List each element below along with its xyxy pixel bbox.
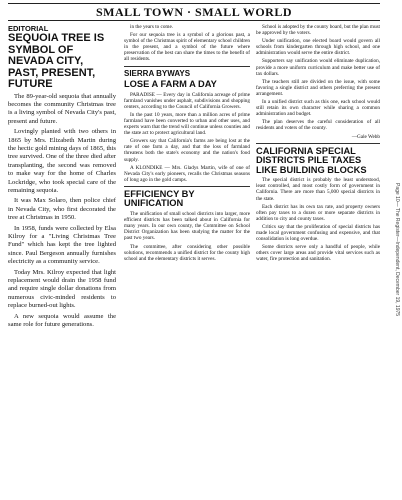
paragraph: The 89-year-old sequoia that annually becomes the community Christmas tree is a living symbol of Nevada City's past, present and future. (8, 92, 116, 125)
divider (124, 186, 250, 187)
paragraph: PARADISE — Every day in California acreage of prime farmland vanishes under asphalt, subdivisions and shopping centers, according to the Council of California Growers. (124, 91, 250, 110)
paragraph: The special district is probably the least understood, least controlled, and most costly form of government in California. There are more than 5,000 special districts in the state. (256, 177, 380, 202)
paragraph: Critics say that the proliferation of special districts has made local government confusing and expensive, and that consolidation is long overdue. (256, 223, 380, 243)
paragraph: School is adopted by the county board, but the plan must be approved by the voters. (256, 24, 380, 37)
article-headline: CALIFORNIA SPECIAL DISTRICTS PILE TAXES LIKE BUILDING BLOCKS (256, 145, 367, 175)
article-headline: LOSE A FARM A DAY (124, 78, 217, 89)
editorial-column (8, 24, 116, 494)
divider (256, 143, 380, 144)
divider (124, 66, 250, 67)
editorial-headline: SEQUOIA TREE IS SYMBOL OF NEVADA CITY, PAST, PRESENT, FUTURE (8, 32, 105, 90)
editorial-kicker: EDITORIAL (8, 24, 49, 33)
article-headline: EFFICIENCY BY UNIFICATION (124, 188, 195, 209)
paragraph: A new sequoia would assume the same role for future generations. (8, 312, 116, 329)
paragraph: Lovingly planted with two others in 1865 by Mrs. Elizabeth Martin during the hectic gold mining days of 1865, this tree survived. One of the three died after transplanting, the second was removed to make way for the home of Charles Lockridge, who took special care of the remaining sequoia. (8, 128, 116, 194)
paragraph: In 1958, funds were collected by Elsa Kilroy for a "Living Christmas Tree Fund" which has kept the tree lighted since. Paul Bergeson annually furnishes electricity as a community service. (8, 224, 116, 266)
paragraph: For our sequoia tree is a symbol of a glorious past, a symbol of the Christmas spirit of elementary school children in the present, and a symbol of the future where preservation of the best can share the times to the benefit of all residents. (124, 32, 250, 63)
byline: —Gale Webb (351, 133, 380, 140)
folio-line: Page 10— The Register—Independent, December 19, 1975 (394, 183, 400, 317)
middle-column (124, 24, 250, 494)
paragraph: In the past 10 years, more than a million acres of prime farmland have been converted to urban and other uses, and experts warn that the trend will continue unless counties and the state act to protect agricultural land. (124, 111, 250, 137)
paragraph: in the years to come. (130, 24, 174, 30)
paragraph: Today Mrs. Kilroy expected that light replacement would drain the 1958 fund and require single dollar donations from numerous civic-minded residents to replace burned-out lights. (8, 268, 116, 310)
paragraph: Each district has its own tax rate, and property owners often pay taxes to a dozen or more separate districts in addition to city and county taxes. (256, 203, 380, 222)
paragraph: The plan deserves the careful consideration of all residents and voters of the county. (256, 119, 380, 132)
paragraph: The unification of small school districts into larger, more efficient districts has been talked about in California for many years. In our own county, the Committee on School District Organization has been studying the matter for the past two years. (124, 211, 250, 242)
paragraph: Some districts serve only a handful of people, while others cover large areas and provide vital services such as water, fire protection and sanitation. (256, 244, 380, 263)
section-headline: SIERRA BYWAYS (124, 68, 191, 78)
masthead: SMALL TOWN · SMALL WORLD (8, 3, 380, 21)
paragraph: In a unified district such as this one, each school would still retain its own character while sharing a common administration and budget. (256, 99, 380, 118)
paragraph: Growers say that California's farms are being lost at the rate of one farm a day, and that the loss of farmland threatens both the state's economy and the nation's food supply. (124, 138, 250, 163)
paragraph: The committee, after considering other possible solutions, recommends a unified district for the county high school and the elementary districts it serves. (124, 243, 250, 262)
paragraph: It was Max Solaro, then police chief in Nevada City, who first decorated the tree at Christmas in 1950. (8, 197, 116, 222)
paragraph: Supporters say unification would eliminate duplication, provide a more uniform curriculum and make better use of tax dollars. (256, 58, 380, 77)
paragraph: The teachers still are divided on the issue, with some favoring a single district and others preferring the present arrangement. (256, 78, 380, 97)
paragraph: A KLONDIKE — Mrs. Gladys Martin, wife of one of Nevada City's early pioneers, recalls the Christmas seasons of long ago in the gold camps. (124, 164, 250, 183)
right-column (256, 24, 380, 494)
paragraph: Under unification, one elected board would govern all schools from kindergarten through high school, and one administration would serve the entire district. (256, 38, 380, 57)
